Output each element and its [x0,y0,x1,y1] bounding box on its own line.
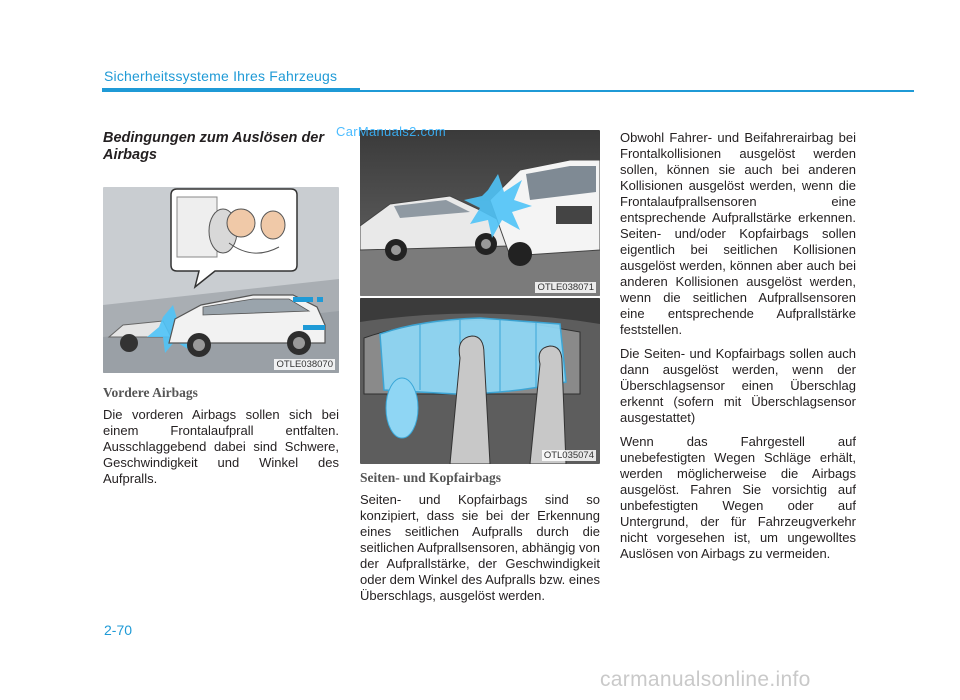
sensor-paragraph: Obwohl Fahrer- und Beifahrerairbag bei Frontalkollisionen ausgelöst werden sollen, können sie auch bei anderen Kollisionen ausgelöst werden, wenn die Frontalaufprallsensoren eine entsprechende Aufprallstärke erkennen. Seiten- und/oder Kopfairbags sollen eigentlich bei seitlichen Kollisionen ausgelöst werden, können aber auch bei anderen Kollisionen ausgelöst werden, wenn die seitlichen Aufprallsensoren eine entsprechende Aufprallstärke feststellen. [620,130,856,337]
header-rule-thick [102,88,360,92]
rough-road-paragraph: Wenn das Fahrgestell auf unebefestigten Wegen Schläge erhält, werden möglicherweise die Airbags ausgelöst. Fahren Sie vorsichtig auf unbefestigten Wegen oder auf Untergrund, der für Fahrzeugverkehr nicht vorgesehen ist, um ungewolltes Auslösen von Airbags zu vermeiden. [620,434,856,561]
side-airbags-heading: Seiten- und Kopfairbags [360,470,502,485]
front-airbags-heading: Vordere Airbags [103,385,198,400]
side-collision-illustration [360,130,600,296]
front-airbags-text: Die vorderen Airbags sollen sich bei einem Frontalaufprall entfalten. Ausschlaggebend dabei sind Schwere, Geschwindigkeit und Winkel des Aufpralls. [103,407,339,486]
curtain-airbag-figure [360,298,600,464]
page-number: 2-70 [104,622,133,638]
side-airbags-text: Seiten- und Kopfairbags sind so konzipiert, dass sie bei der Erkennung eines seitlichen Aufpralls durch die seitlichen Aufprallsensoren, abhängig von der Aufprallstärke, der Geschwindigkeit oder dem Winkel des Aufpralls bzw. eines Überschlags, ausgelöst werden. [360,492,600,603]
side-collision-figure [360,130,600,296]
footer-watermark-link[interactable]: carmanualsonline.info [600,668,811,691]
running-header: Sicherheitssysteme Ihres Fahrzeugs [104,68,338,84]
header-rule-thin [360,90,914,92]
right-column [620,130,856,570]
figure-code: OTLE038070 [276,359,333,370]
curtain-airbag-illustration [360,298,600,464]
front-airbag-figure [103,187,339,373]
section-title: Bedingungen zum Auslösen der Airbags [103,130,325,163]
figure-code: OTLE038071 [537,282,594,293]
rollover-paragraph: Die Seiten- und Kopfairbags sollen auch dann ausgelöst werden, wenn der Überschlagsensor einen Überschlag erkennt (sofern mit Überschlagsensor ausgestattet) [620,346,856,425]
middle-column [360,130,600,612]
left-column [103,130,339,495]
figure-code: OTL035074 [543,450,594,461]
watermark-link[interactable]: CarManuals2.com [336,124,446,139]
front-collision-illustration [103,187,339,373]
